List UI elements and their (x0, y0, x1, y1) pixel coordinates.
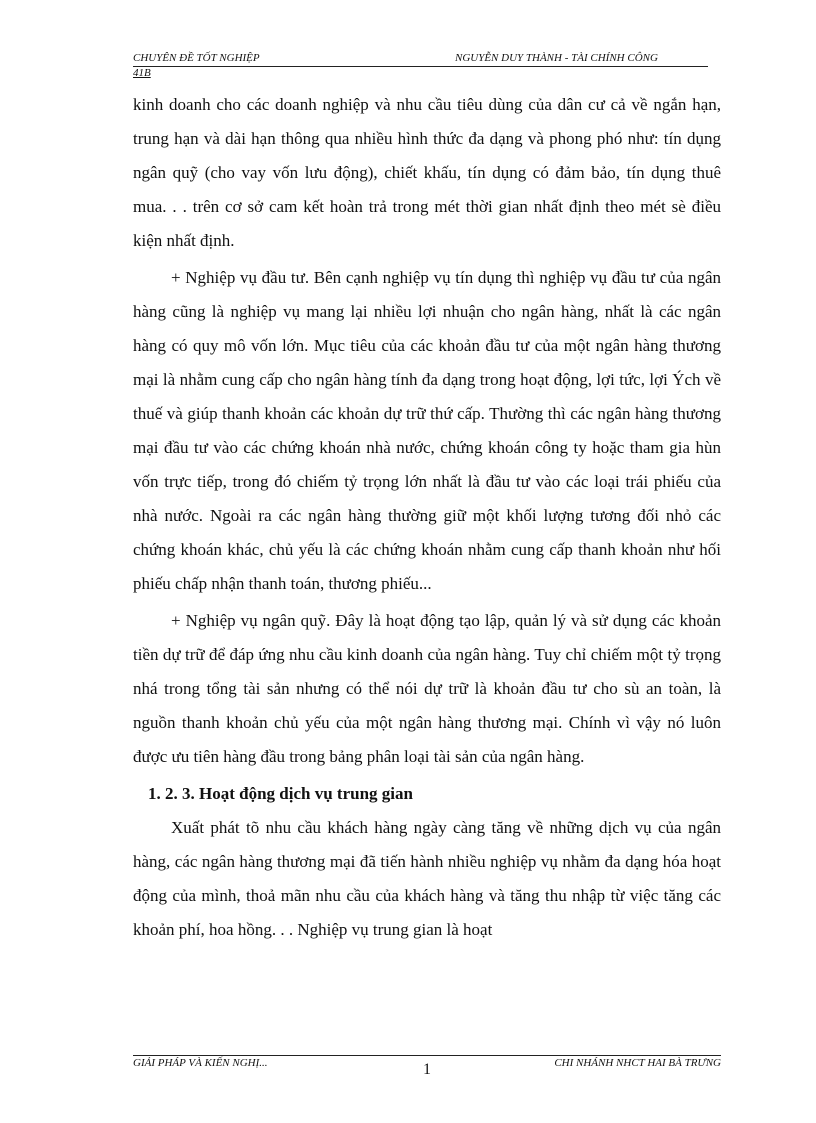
page-number: 1 (423, 1061, 431, 1078)
header-class: 41B (133, 67, 151, 79)
footer-rule (133, 1055, 721, 1056)
paragraph-treasury: + Nghiệp vụ ngân quỹ. Đây là hoạt động tạo lập, quản lý và sử dụng các khoản tiền dự trữ để đáp ứng nhu cầu kinh doanh của ngân hàng. Tuy chỉ chiếm một tỷ trọng nhá trong tổng tài sản nhưng có thể nói dự trữ là khoản đầu tư cho sù an toàn, là nguồn thanh khoản chủ yếu của một ngân hàng thương mại. Chính vì vậy nó luôn được ưu tiên hàng đầu trong bảng phân loại tài sản của ngân hàng. (133, 611, 721, 766)
paragraph-investment: + Nghiệp vụ đầu tư. Bên cạnh nghiệp vụ tín dụng thì nghiệp vụ đầu tư của ngân hàng cũng là nghiệp vụ mang lại nhiều lợi nhuận cho ngân hàng, nhất là các ngân hàng có quy mô vốn lớn. Mục tiêu của các khoản đầu tư của một ngân hàng thương mại là nhằm cung cấp cho ngân hàng tính đa dạng trong hoạt động, lợi tức, lợi Ých về thuế và giúp thanh khoản các khoản dự trữ thứ cấp. Thường thì các ngân hàng thương mại đầu tư vào các chứng khoán nhà nước, chứng khoán công ty hoặc tham gia hùn vốn trực tiếp, trong đó chiếm tỷ trọng lớn nhất là đầu tư vào các loại trái phiếu của nhà nước. Ngoài ra các ngân hàng thường giữ một khối lượng tương đối nhỏ các chứng khoán khác, chủ yếu là các chứng khoán nhằm cung cấp thanh khoản như hối phiếu chấp nhận thanh toán, thương phiếu... (133, 268, 721, 593)
header-author: NGUYỄN DUY THÀNH - TÀI CHÍNH CÔNG (455, 52, 658, 64)
page-header (133, 52, 708, 86)
header-document-type: CHUYÊN ĐỀ TỐT NGHIỆP (133, 52, 260, 64)
paragraph-credit-continuation: kinh doanh cho các doanh nghiệp và nhu cầu tiêu dùng của dân cư cả về ngắn hạn, trung hạn và dài hạn thông qua nhiều hình thức đa dạng và phong phó như: tín dụng ngân quỹ (cho vay vốn lưu động), chiết khấu, tín dụng có đảm bảo, tín dụng thuê mua. . . trên cơ sở cam kết hoàn trả trong mét thời gian nhất định theo mét sè điều kiện nhất định. (133, 95, 721, 250)
paragraph-intermediary-services: Xuất phát tõ nhu cầu khách hàng ngày càng tăng về những dịch vụ của ngân hàng, các ngân hàng thương mại đã tiến hành nhiều nghiệp vụ nhằm đa dạng hóa hoạt động của mình, thoả mãn nhu cầu của khách hàng và tăng thu nhập từ việc tăng các khoản phí, hoa hồng. . . Nghiệp vụ trung gian là hoạt (133, 818, 721, 939)
section-heading: 1. 2. 3. Hoạt động dịch vụ trung gian (148, 784, 413, 803)
header-rule (133, 66, 708, 67)
document-body (133, 88, 721, 947)
footer-branch: CHI NHÁNH NHCT HAI BÀ TRƯNG (554, 1057, 721, 1069)
page-footer (133, 1051, 721, 1091)
footer-title: GIẢI PHÁP VÀ KIẾN NGHỊ... (133, 1057, 268, 1069)
